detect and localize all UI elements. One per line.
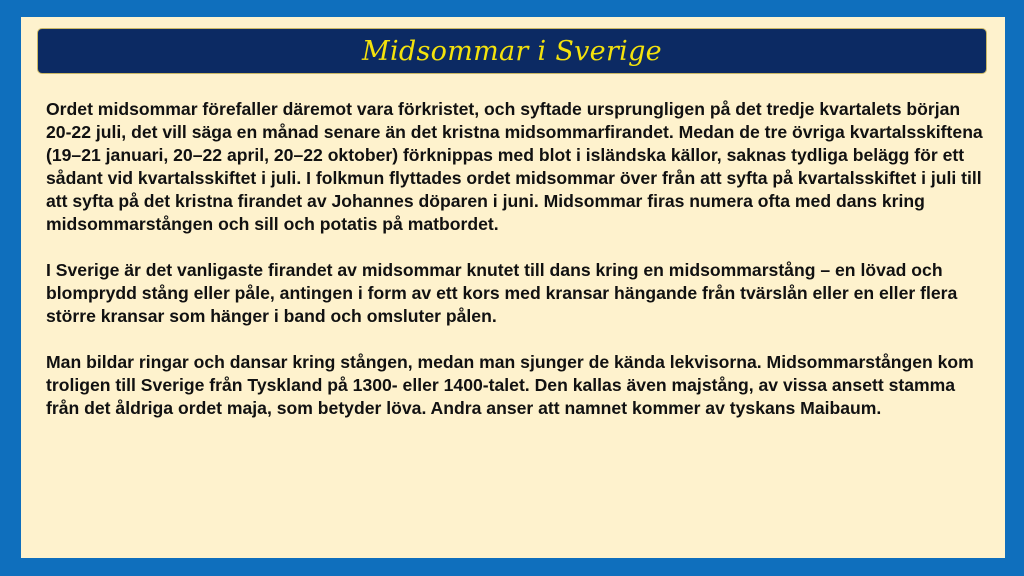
slide-title: Midsommar i Sverige xyxy=(362,35,662,67)
paragraph: I Sverige är det vanligaste firandet av midsommar knutet till dans kring en midsommarstång – en lövad och blomprydd stång eller påle, antingen i form av ett kors med kransar hängande från tvärslån eller en eller flera större kransar som hänger i band och omsluter pålen. xyxy=(46,260,958,326)
slide-body xyxy=(46,98,986,420)
slide xyxy=(21,17,1005,558)
title-bar xyxy=(37,28,987,74)
paragraph: Ordet midsommar förefaller däremot vara förkristet, och syftade ursprungligen på det tredje kvartalets början 20-22 juli, det vill säga en månad senare än det kristna midsommarfirandet. Medan de tre övriga kvartalsskiftena (19–21 januari, 20–22 april, 20–22 oktober) förknippas med blot i isländska källor, saknas tydliga belägg för ett sådant vid kvartalsskiftet i juli. I folkmun flyttades ordet midsommar över från att syfta på kvartalsskiftet i juli till att syfta på det kristna firandet av Johannes döparen i juni. Midsommar firas numera ofta med dans kring midsommarstången och sill och potatis på matbordet. xyxy=(46,99,983,234)
paragraph: Man bildar ringar och dansar kring stången, medan man sjunger de kända lekvisorna. Midsommarstången kom troligen till Sverige från Tyskland på 1300- eller 1400-talet. Den kallas även majstång, av vissa ansett stamma från det åldriga ordet maja, som betyder löva. Andra anser att namnet kommer av tyskans Maibaum. xyxy=(46,352,974,418)
